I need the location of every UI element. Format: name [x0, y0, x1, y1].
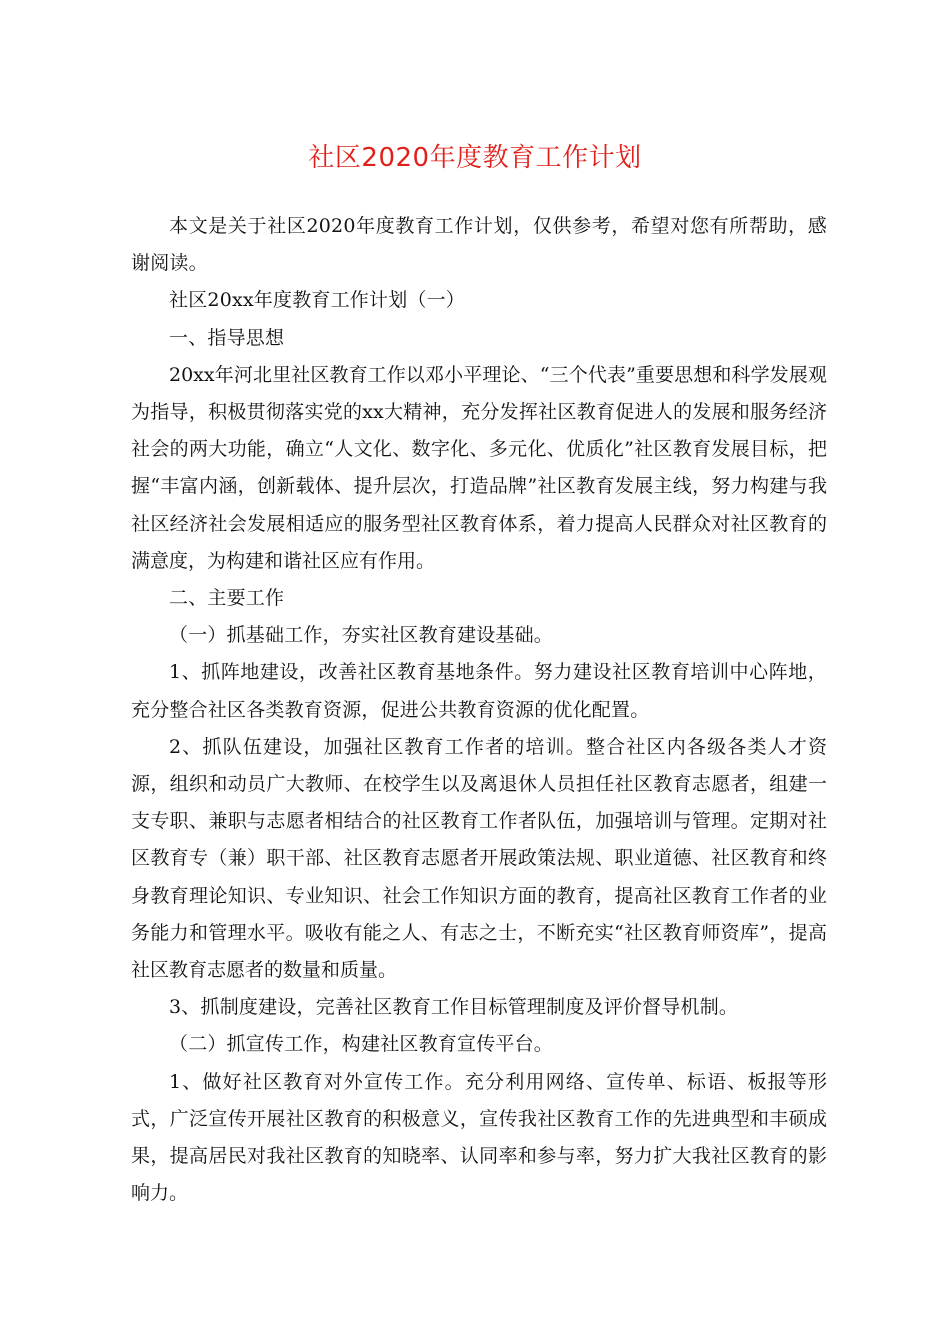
heading-main-work: 二、主要工作 — [169, 587, 285, 610]
document-title: 社区2020年度教育工作计划 — [308, 143, 642, 173]
intro-paragraph: 本文是关于社区2020年度教育工作计划，仅供参考，希望对您有所帮助，感谢阅读。 — [131, 215, 827, 275]
paragraph-external-publicity: 1、做好社区教育对外宣传工作。充分利用网络、宣传单、标语、板报等形式，广泛宣传开展社区教育的积极意义，宣传我社区教育工作的先进典型和丰硕成果，提高居民对我社区教育的知晓率、认同率和参与率，努力扩大我社区教育的影响力。 — [131, 1070, 827, 1205]
paragraph-team-construction: 2、抓队伍建设，加强社区教育工作者的培训。整合社区内各级各类人才资源，组织和动员广大教师、在校学生以及离退休人员担任社区教育志愿者，组建一支专职、兼职与志愿者相结合的社区教育工作者队伍，加强培训与管理。定期对社区教育专（兼）职干部、社区教育志愿者开展政策法规、职业道德、社区教育和终身教育理论知识、专业知识、社会工作知识方面的教育，提高社区教育工作者的业务能力和管理水平。吸收有能之人、有志之士，不断充实“社区教育师资库”，提高社区教育志愿者的数量和质量。 — [131, 735, 827, 982]
document-body — [131, 208, 827, 1212]
paragraph-system-construction: 3、抓制度建设，完善社区教育工作目标管理制度及评价督导机制。 — [169, 996, 739, 1019]
heading-guiding-ideology: 一、指导思想 — [169, 326, 285, 349]
paragraph-guiding-ideology: 20xx年河北里社区教育工作以邓小平理论、“三个代表”重要思想和科学发展观为指导，积极贯彻落实党的xx大精神，充分发挥社区教育促进人的发展和服务经济社会的两大功能，确立“人文化、数字化、多元化、优质化”社区教育发展目标，把握“丰富内涵，创新载体、提升层次，打造品牌”社区教育发展主线，努力构建与我社区经济社会发展相适应的服务型社区教育体系，着力提高人民群众对社区教育的满意度，为构建和谐社区应有作用。 — [131, 363, 827, 572]
paragraph-base-construction: 1、抓阵地建设，改善社区教育基地条件。努力建设社区教育培训中心阵地，充分整合社区各类教育资源，促进公共教育资源的优化配置。 — [131, 661, 827, 721]
subheading-publicity-work: （二）抓宣传工作，构建社区教育宣传平台。 — [169, 1033, 554, 1056]
section-heading-plan-one: 社区20xx年度教育工作计划（一） — [169, 289, 466, 312]
subheading-basic-work: （一）抓基础工作，夯实社区教育建设基础。 — [169, 624, 554, 647]
